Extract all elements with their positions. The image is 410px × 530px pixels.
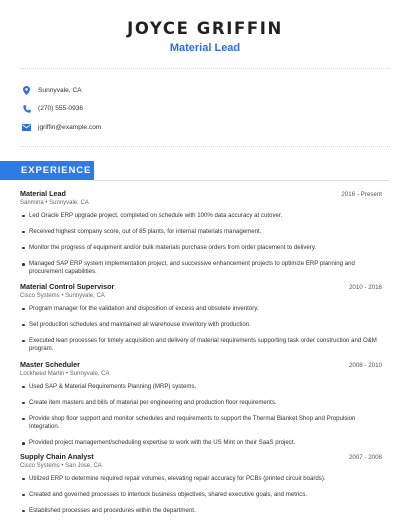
job-employer: Lockheed Martin • Sunnyvale, CA: [20, 371, 110, 377]
job-dates: 2008 - 2010: [348, 362, 382, 369]
resume-header: [0, 0, 410, 55]
job-location: Sunnyvale, CA: [49, 200, 89, 206]
candidate-name: JOYCE GRIFFIN: [127, 19, 283, 38]
contact-location: [22, 81, 101, 99]
job-company: Cisco Systems: [20, 463, 60, 469]
job-dates: 2010 - 2016: [348, 284, 382, 291]
list-item: Utilized ERP to determine required repair volumes, elevating repair accuracy for PCBs (printed circuit boards).: [20, 475, 382, 483]
job-location: San Jose, CA: [65, 463, 102, 469]
job-employer: Cisco Systems • San Jose, CA: [20, 463, 102, 469]
job-location: Sunnyvale, CA: [65, 293, 105, 299]
list-item: Provide shop floor support and monitor schedules and requirements to support the Thermal Blanket Shop and Propulsion Integration.: [20, 415, 382, 431]
list-item: Executed lean processes for timely acquisition and delivery of material requirements supporting task order construction and O&M program.: [20, 337, 382, 353]
contact-email: [22, 118, 101, 136]
job-entry: [20, 360, 382, 455]
job-title: Material Lead: [20, 189, 66, 198]
job-title: Supply Chain Analyst: [20, 452, 94, 461]
job-dates: 2016 - Present: [341, 191, 382, 198]
job-bullets: [20, 383, 382, 447]
job-company: Sanmina: [20, 200, 44, 206]
job-entry: [20, 452, 382, 523]
section-rule: [94, 180, 390, 181]
contact-phone: [22, 100, 101, 118]
list-item: Create item masters and bills of material per engineering and production floor requirements.: [20, 399, 382, 407]
list-item: Established processes and procedures within the department.: [20, 507, 382, 515]
list-item: Used SAP & Material Requirements Planning (MRP) systems.: [20, 383, 382, 391]
job-employer: Sanmina • Sunnyvale, CA: [20, 200, 89, 206]
list-item: Monitor the progress of equipment and/or bulk materials purchase orders from order placement to delivery.: [20, 244, 382, 252]
list-item: Led Oracle ERP upgrade project, completed on schedule with 100% data accuracy at cutover.: [20, 212, 382, 220]
email-icon: [22, 123, 31, 132]
list-item: Created and governed processes to interlock business objectives, shared executive goals, and metrics.: [20, 491, 382, 499]
list-item: Managed SAP ERP system implementation project, and successive enhancement projects to optimize ERP planning and procurement capabilities.: [20, 260, 382, 276]
job-location: Sunnyvale, CA: [69, 371, 110, 377]
contact-phone-text: (270) 555-0936: [38, 105, 84, 112]
list-item: Set production schedules and maintained all warehouse inventory with production.: [20, 321, 382, 329]
candidate-role: Material Lead: [169, 42, 241, 54]
job-bullets: [20, 212, 382, 276]
job-title: Material Control Supervisor: [20, 282, 115, 291]
location-pin-icon: [22, 86, 31, 95]
job-dates: 2007 - 2008: [348, 454, 382, 461]
list-item: Program manager for the validation and disposition of excess and obsolete inventory.: [20, 305, 382, 313]
list-item: Received highest company score, out of 85 plants, for internal materials management.: [20, 228, 382, 236]
job-company: Cisco Systems: [20, 293, 60, 299]
section-heading-experience: EXPERIENCE: [0, 161, 94, 180]
phone-icon: [22, 104, 31, 113]
job-bullets: [20, 305, 382, 353]
job-employer: Cisco Systems • Sunnyvale, CA: [20, 293, 105, 299]
divider: [20, 68, 390, 69]
job-entry: [20, 282, 382, 361]
list-item: Provided project management/scheduling expertise to work with the US Mint on their SaaS project.: [20, 439, 382, 447]
divider: [20, 146, 390, 147]
contact-email-text: jgriffin@example.com: [38, 123, 102, 131]
job-title: Master Scheduler: [20, 360, 80, 369]
contact-info: [22, 81, 101, 137]
job-company: Lockheed Martin: [20, 371, 65, 377]
job-entry: [20, 189, 382, 284]
job-bullets: [20, 475, 382, 515]
contact-location-text: Sunnyvale, CA: [38, 86, 82, 94]
